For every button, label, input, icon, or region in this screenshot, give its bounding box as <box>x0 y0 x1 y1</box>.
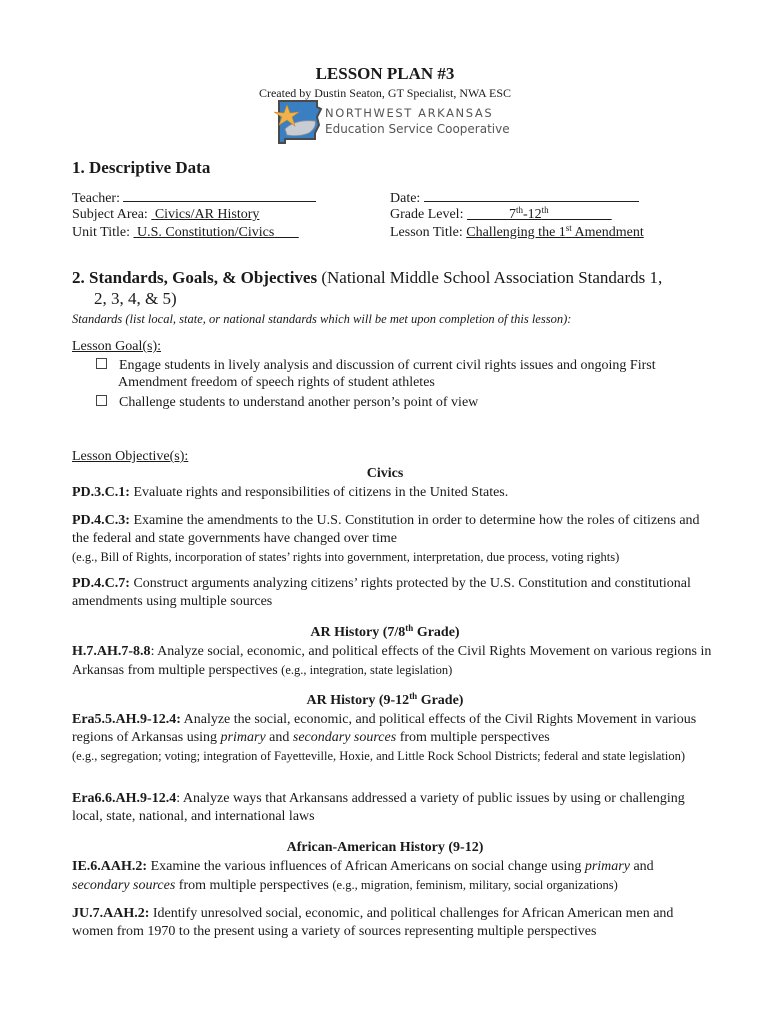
standards-note: Standards (list local, state, or national standards which will be met upon completion of this lesson): <box>72 312 572 326</box>
group-heading-civics: Civics <box>366 466 404 481</box>
logo-org-name: NORTHWEST ARKANSAS <box>325 106 494 120</box>
lesson-goals-label: Lesson Goal(s): <box>72 339 162 354</box>
group-heading-african-american-history: African-American History (9-12) <box>286 840 484 855</box>
objective-item: H.7.AH.7-8.8: Analyze social, economic, and political effects of the Civil Rights Movement on various regions in Arkansas from multiple perspectives (e.g., integration, state legislation) <box>72 644 712 678</box>
objective-item: Era5.5.AH.9-12.4: Analyze the social, economic, and political effects of the Civil Rights Movement in various regions of Arkansas using primary and secondary sources from multiple perspectives (e.g., segregation; voting; integration of Fayetteville, Hoxie, and Little Rock School Districts; federal and state legislation) <box>72 712 697 763</box>
checkbox-icon[interactable] <box>96 358 107 369</box>
group-heading-ar-history-7-8: AR History (7/8th Grade) <box>310 623 460 640</box>
teacher-label: Teacher: <box>72 191 120 206</box>
lesson-objectives-label: Lesson Objective(s): <box>72 449 189 464</box>
author-byline: Created by Dustin Seaton, GT Specialist, NWA ESC <box>258 86 512 100</box>
grade-level-value: 7th-12th <box>508 205 549 222</box>
date-label: Date: <box>390 191 421 206</box>
unit-title-label: Unit Title: <box>72 225 130 240</box>
logo-org-subtitle: Education Service Cooperative <box>325 122 510 136</box>
section-2-heading-cont: 2, 3, 4, & 5) <box>94 289 177 308</box>
objective-item: IE.6.AAH.2: Examine the various influences of African Americans on social change using primary and secondary sources from multiple perspectives (e.g., migration, feminism, military, social organizations) <box>72 859 654 893</box>
date-field <box>390 189 639 207</box>
nwa-esc-logo <box>265 99 510 147</box>
document-title: LESSON PLAN #3 <box>315 64 455 83</box>
goal-item: Engage students in lively analysis and discussion of current civil rights issues and ongoing First <box>96 358 656 374</box>
goal-item-cont: Amendment freedom of speech rights of student athletes <box>118 375 435 390</box>
subject-area-field <box>72 207 259 223</box>
goal-item: Challenge students to understand another person’s point of view <box>96 395 478 411</box>
group-heading-ar-history-9-12: AR History (9-12th Grade) <box>306 691 464 708</box>
lesson-title-field <box>390 225 644 241</box>
subject-area-value: Civics/AR History <box>154 207 260 222</box>
subject-area-label: Subject Area: <box>72 207 148 222</box>
unit-title-field <box>72 225 299 241</box>
objective-item: PD.4.C.3: Examine the amendments to the U.S. Constitution in order to determine how the roles of citizens and the federal and state governments have changed over time (e.g., Bill of Rights, incorporation of states’ rights into government, interpretation, due process, voting rights) <box>72 513 700 564</box>
objective-item: Era6.6.AH.9-12.4: Analyze ways that Arkansans addressed a variety of public issues by using or challenging local, state, national, and international laws <box>72 791 685 824</box>
objective-item: PD.4.C.7: Construct arguments analyzing citizens’ rights protected by the U.S. Constitution and constitutional amendments using multiple sources <box>72 576 691 609</box>
unit-title-value: U.S. Constitution/Civics <box>136 225 275 240</box>
grade-level-field <box>390 207 612 223</box>
objective-item: JU.7.AAH.2: Identify unresolved social, economic, and political challenges for African American men and women from 1970 to the present using a variety of sources representing multiple perspectives <box>72 906 674 939</box>
teacher-field <box>72 189 316 207</box>
lesson-title-label: Lesson Title: <box>390 225 463 240</box>
grade-level-label: Grade Level: <box>390 207 464 222</box>
teacher-blank[interactable] <box>123 189 316 202</box>
objective-item: PD.3.C.1: Evaluate rights and responsibilities of citizens in the United States. <box>72 485 509 500</box>
section-2-heading: 2. Standards, Goals, & Objectives (National Middle School Association Standards 1, <box>72 268 663 287</box>
arkansas-state-icon <box>265 99 323 147</box>
lesson-title-value: Challenging the 1st Amendment <box>466 223 644 240</box>
section-1-heading: 1. Descriptive Data <box>72 158 211 177</box>
date-blank[interactable] <box>424 189 639 202</box>
checkbox-icon[interactable] <box>96 395 107 406</box>
